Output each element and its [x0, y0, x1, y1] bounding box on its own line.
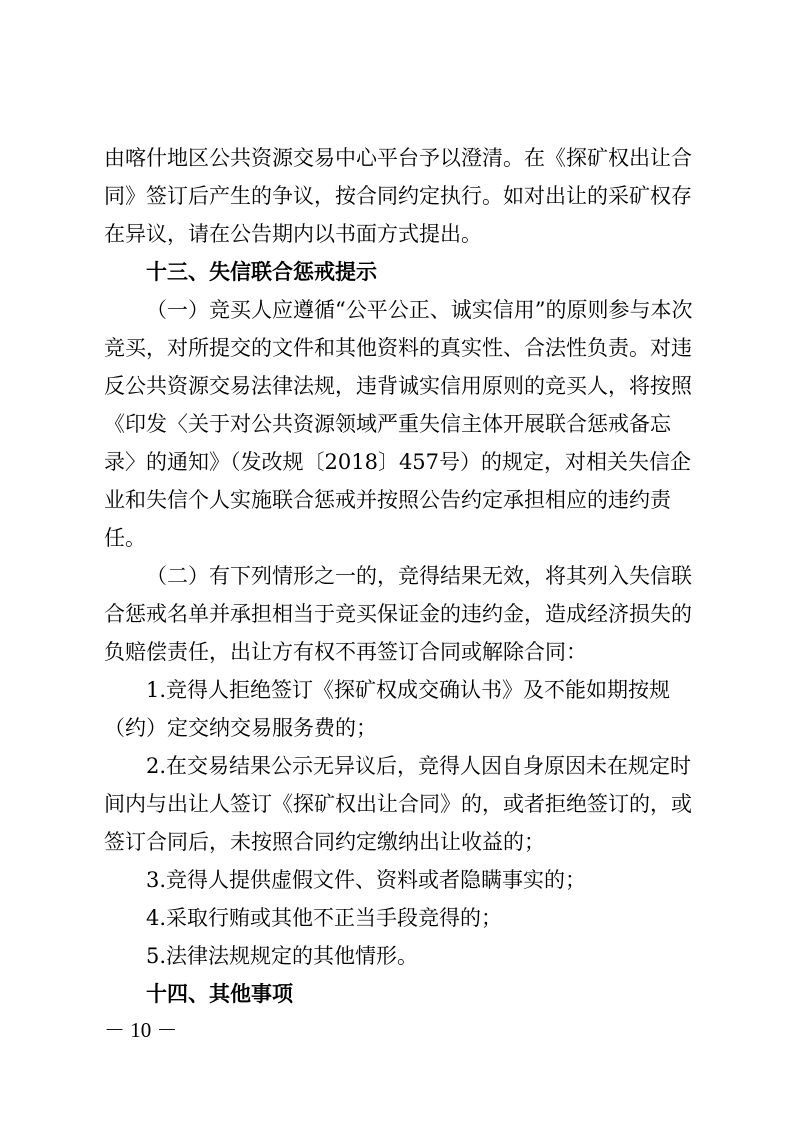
body-line-13: 合惩戒名单并承担相当于竞买保证金的违约金，造成经济损失的 — [104, 602, 692, 626]
section-heading-13: 十三、失信联合惩戒提示 — [146, 260, 377, 284]
body-line-12: （二）有下列情形之一的，竞得结果无效，将其列入失信联 — [146, 564, 692, 588]
body-line-9: 录〉的通知》（发改规〔2018〕457号）的规定，对相关失信企 — [104, 450, 692, 474]
list-item-3: 3.竞得人提供虚假文件、资料或者隐瞒事实的； — [146, 868, 587, 892]
list-item-5: 5.法律法规规定的其他情形。 — [146, 944, 419, 968]
body-line-10: 业和失信个人实施联合惩戒并按照公告约定承担相应的违约责 — [104, 488, 671, 512]
body-line-5: （一）竞买人应遵循“公平公正、诚实信用”的原则参与本次 — [146, 298, 693, 322]
list-item-2-line-2: 间内与出让人签订《探矿权出让合同》的，或者拒绝签订的，或 — [104, 792, 692, 816]
section-heading-14: 十四、其他事项 — [146, 982, 293, 1006]
list-item-2-line-1: 2.在交易结果公示无异议后，竞得人因自身原因未在规定时 — [146, 754, 692, 778]
body-line-8: 《印发〈关于对公共资源领域严重失信主体开展联合惩戒备忘 — [104, 412, 671, 436]
body-line-6: 竞买，对所提交的文件和其他资料的真实性、合法性负责。对违 — [104, 336, 692, 360]
list-item-1-line-2: （约）定交纳交易服务费的； — [104, 716, 377, 740]
list-item-4: 4.采取行贿或其他不正当手段竞得的； — [146, 906, 503, 930]
list-item-2-line-3: 签订合同后，未按照合同约定缴纳出让收益的； — [104, 830, 545, 854]
page-number: － 10 － — [104, 1018, 178, 1042]
body-line-14: 负赔偿责任，出让方有权不再签订合同或解除合同： — [104, 640, 587, 664]
body-line-7: 反公共资源交易法律法规，违背诚实信用原则的竞买人，将按照 — [104, 374, 692, 398]
body-line-1: 由喀什地区公共资源交易中心平台予以澄清。在《探矿权出让合 — [104, 146, 692, 170]
body-line-3: 在异议，请在公告期内以书面方式提出。 — [104, 222, 482, 246]
body-line-2: 同》签订后产生的争议，按合同约定执行。如对出让的采矿权存 — [104, 184, 692, 208]
body-line-11: 任。 — [104, 526, 146, 550]
list-item-1-line-1: 1.竞得人拒绝签订《探矿权成交确认书》及不能如期按规 — [146, 678, 671, 702]
